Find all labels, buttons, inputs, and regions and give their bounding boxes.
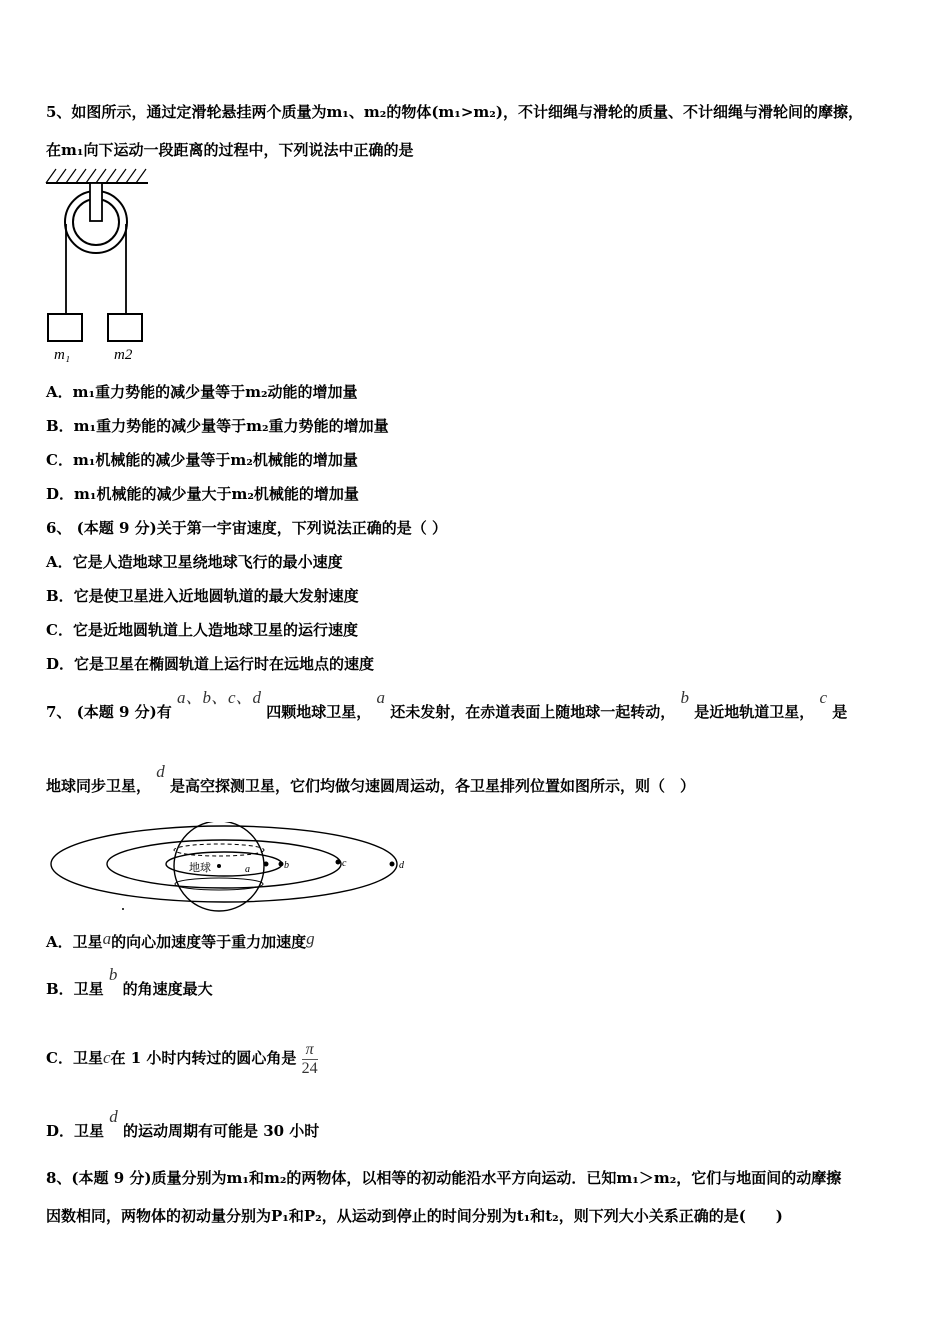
q7-opt-c-mid: 在 1 小时内转过的圆心角是: [110, 1049, 297, 1067]
q7-var-a: a: [376, 688, 386, 707]
q7-stem-line2: [46, 762, 695, 796]
q7-var-b: b: [680, 688, 689, 707]
q6-option-a: A．它是人造地球卫星绕地球飞行的最小速度: [46, 553, 343, 571]
q7-vars-abcd: a、b、c、d: [176, 688, 262, 707]
q6-option-c: C．它是近地圆轨道上人造地球卫星的运行速度: [46, 621, 358, 639]
q7-stem-line1: [46, 688, 848, 722]
q7-opt-d-pre: D．卫星: [46, 1122, 105, 1140]
q5-stem-line1: 5、如图所示，通过定滑轮悬挂两个质量为m₁、m₂的物体(m₁>m₂)，不计细绳与滑轮的质量、不计细绳与滑轮间的摩擦，: [46, 103, 863, 121]
q7-stem-b: 四颗地球卫星，: [266, 703, 372, 721]
q7-stem-e: 是: [832, 703, 848, 721]
q5-option-b: B．m₁重力势能的减少量等于m₂重力势能的增加量: [46, 417, 389, 435]
q5-option-c: C．m₁机械能的减少量等于m₂机械能的增加量: [46, 451, 358, 469]
q7-opt-c-den: 24: [301, 1059, 318, 1077]
q7-opt-b-var: b: [108, 965, 118, 984]
q6-option-d: D．它是卫星在椭圆轨道上运行时在远地点的速度: [46, 655, 375, 673]
q7-var-c: c: [819, 688, 828, 707]
q7-opt-c-var: c: [102, 1048, 111, 1067]
fig-label-b: b: [284, 860, 289, 871]
q6-stem: 6、 (本题 9 分)关于第一宇宙速度，下列说法正确的是（ ）: [46, 519, 447, 537]
q7-opt-d-post: 的运动周期有可能是 30 小时: [122, 1122, 320, 1140]
fig-label-c: c: [342, 858, 347, 869]
pulley-figure: [44, 166, 150, 364]
fig-label-m2: m2: [114, 347, 133, 363]
q7-option-b: [46, 965, 213, 999]
q7-opt-c-pre: C．卫星: [46, 1049, 103, 1067]
q7-opt-a-var: a: [102, 929, 112, 948]
q8-stem-line2: 因数相同，两物体的初动量分别为P₁和P₂，从运动到停止的时间分别为t₁和t₂，则下列大小关系正确的是( ): [46, 1207, 783, 1225]
fig-label-a: a: [245, 864, 250, 875]
q7-opt-d-var: d: [109, 1107, 118, 1126]
q7-stem2-a: 地球同步卫星，: [46, 777, 152, 795]
q7-opt-b-pre: B．卫星: [46, 980, 104, 998]
orbit-figure: [44, 822, 424, 914]
q7-opt-a-pre: A．卫星: [46, 933, 103, 951]
q7-stem-d: 是近地轨道卫星，: [694, 703, 815, 721]
q5-option-a: A．m₁重力势能的减少量等于m₂动能的增加量: [46, 383, 358, 401]
q7-stem-a: 7、 (本题 9 分)有: [46, 703, 172, 721]
q5-stem-line2: 在m₁向下运动一段距离的过程中，下列说法中正确的是: [46, 141, 414, 159]
q7-option-a: [46, 929, 315, 952]
q7-stem-c: 还未发射，在赤道表面上随地球一起转动，: [390, 703, 676, 721]
q8-stem-line1: 8、(本题 9 分)质量分别为m₁和m₂的两物体，以相等的初动能沿水平方向运动．已知m₁＞m₂，它们与地面间的动摩擦: [46, 1169, 842, 1187]
q7-opt-a-var2: g: [306, 929, 315, 948]
q6-option-b: B．它是使卫星进入近地圆轨道的最大发射速度: [46, 587, 359, 605]
q5-option-d: D．m₁机械能的减少量大于m₂机械能的增加量: [46, 485, 359, 503]
fig-label-d: d: [399, 860, 404, 871]
q7-stem2-b: 是高空探测卫星，它们均做匀速圆周运动，各卫星排列位置如图所示，则（ ）: [169, 777, 695, 795]
fig-earth-label: 地球: [189, 862, 211, 874]
fig-label-m1: m₁: [54, 347, 71, 363]
q7-opt-b-post: 的角速度最大: [122, 980, 213, 998]
q7-opt-a-mid: 的向心加速度等于重力加速度: [111, 933, 307, 951]
q7-var-d: d: [156, 762, 165, 781]
q7-opt-c-fraction: [302, 1041, 318, 1078]
q7-opt-c-num: π: [302, 1041, 318, 1060]
q7-option-c: [46, 1038, 318, 1078]
q7-option-d: [46, 1107, 320, 1141]
